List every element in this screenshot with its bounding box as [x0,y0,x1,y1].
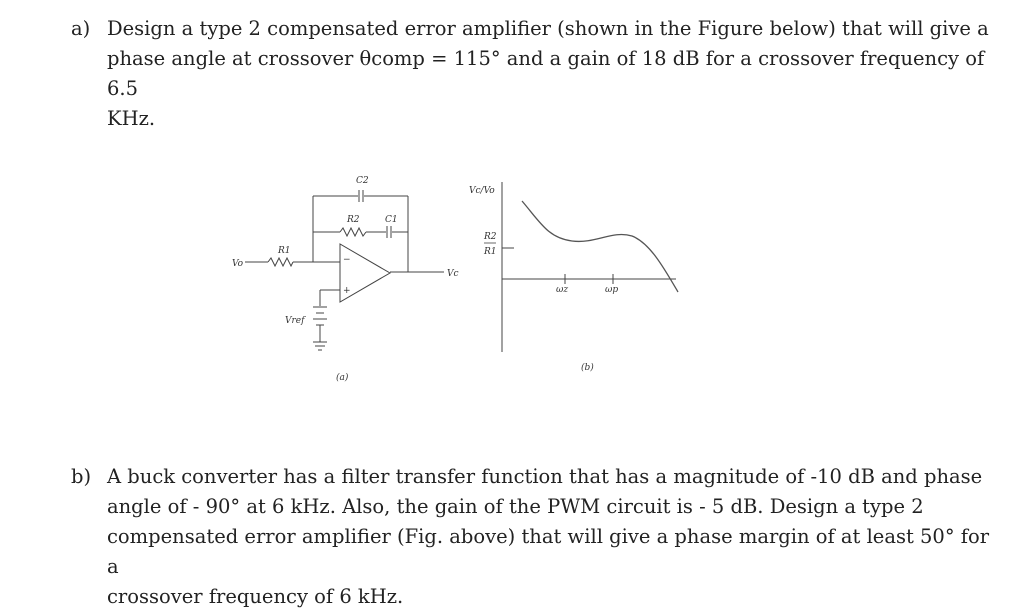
level-denominator: R1 [484,247,497,257]
r2-resistor [340,228,366,236]
vo-label: Vo [232,259,244,269]
circuit-diagram [245,190,444,350]
plot-ylabel: Vc/Vo [469,186,495,196]
wp-label: ωp [605,285,619,295]
level-numerator: R2 [484,232,497,242]
question-b-line: compensated error amplifier (Fig. above) that will give a phase margin of at least 50° for a [107,525,990,578]
question-a-line: KHz. [107,107,156,130]
question-b-text [107,462,991,612]
vc-label: Vc [447,269,459,279]
question-b-label: b) [71,465,92,488]
question-b-line: angle of - 90° at 6 kHz. Also, the gain of the PWM circuit is - 5 dB. Design a type 2 [107,495,924,518]
c2-label: C2 [356,176,369,186]
question-b-line: crossover frequency of 6 kHz. [107,585,404,608]
r1-label: R1 [278,246,291,256]
plus-sign: + [343,286,351,296]
question-b-line: A buck converter has a filter transfer function that has a magnitude of -10 dB and phase [107,465,983,488]
c1-label: C1 [385,215,398,225]
bode-plot [502,182,678,352]
r1-resistor [268,258,293,266]
wz-label: ωz [556,285,569,295]
caption-b: (b) [581,363,594,373]
question-a-label: a) [71,17,91,40]
caption-a: (a) [336,373,349,383]
question-a-line: Design a type 2 compensated error amplifier (shown in the Figure below) that will give a [107,17,989,40]
circuit-labels [232,176,459,383]
minus-sign: − [343,255,351,265]
question-a-line: phase angle at crossover θcomp = 115° and a gain of 18 dB for a crossover frequency of 6.5 [107,47,985,100]
r2-label: R2 [347,215,360,225]
gain-curve [522,201,678,292]
vref-label: Vref [285,316,305,326]
